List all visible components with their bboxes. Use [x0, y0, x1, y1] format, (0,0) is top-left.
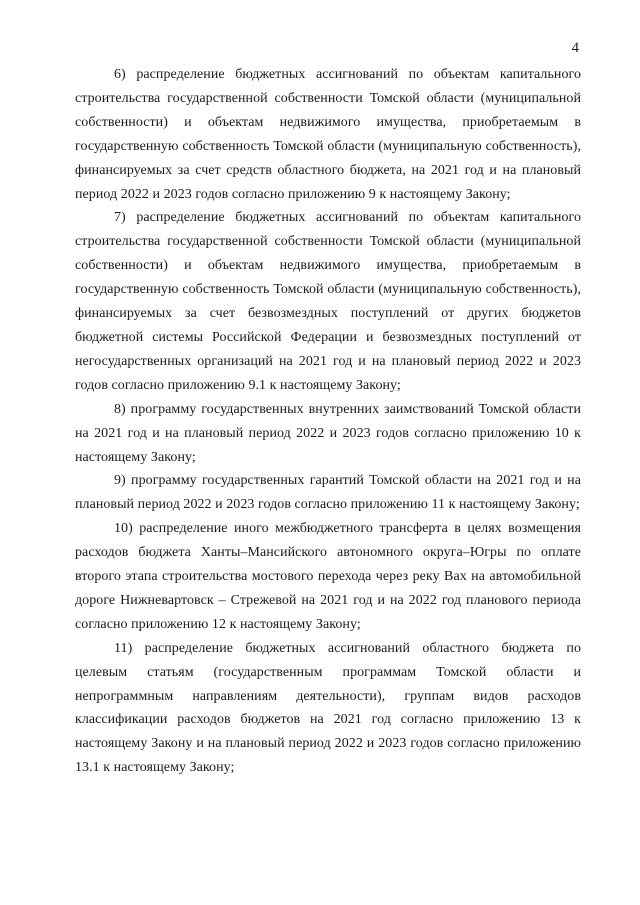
paragraph-item-11: 11) распределение бюджетных ассигнований областного бюджета по целевым статьям (государственным программам Томской области и непрограммным направлениям деятельности), группам видов расходов классификации расходов бюджетов на 2021 год согласно приложению 13 к настоящему Закону и на плановый период 2022 и 2023 годов согласно приложению 13.1 к настоящему Закону;	[75, 640, 581, 776]
paragraph-item-7: 7) распределение бюджетных ассигнований по объектам капитального строительства государственной собственности Томской области (муниципальной собственности) и объектам недвижимого имущества, приобретаемым в государственную собственность Томской области (муниципальную собственность), финансируемых за счет безвозмездных поступлений от других бюджетов бюджетной системы Российской Федерации и безвозмездных поступлений от негосударственных организаций на 2021 год и на плановый период 2022 и 2023 годов согласно приложению 9.1 к настоящему Закону;	[75, 210, 581, 393]
paragraph-item-6: 6) распределение бюджетных ассигнований по объектам капитального строительства государственной собственности Томской области (муниципальной собственности) и объектам недвижимого имущества, приобретаемым в государственную собственность Томской области (муниципальную собственность), финансируемых за счет средств областного бюджета, на 2021 год и на плановый период 2022 и 2023 годов согласно приложению 9 к настоящему Закону;	[75, 67, 581, 202]
page-number: 4	[571, 40, 579, 56]
paragraph-item-10: 10) распределение иного межбюджетного трансферта в целях возмещения расходов бюджета Ханты–Мансийского автономного округа–Югры по оплате второго этапа строительства мостового перехода через реку Вах на автомобильной дороге Нижневартовск – Стрежевой на 2021 год и на 2022 год планового периода согласно приложению 12 к настоящему Закону;	[75, 521, 581, 632]
paragraph-item-9: 9) программу государственных гарантий Томской области на 2021 год и на плановый период 2022 и 2023 годов согласно приложению 11 к настоящему Закону;	[75, 473, 581, 513]
paragraph-item-8: 8) программу государственных внутренних заимствований Томской области на 2021 год и на плановый период 2022 и 2023 годов согласно приложению 10 к настоящему Закону;	[75, 401, 581, 465]
document-body	[75, 63, 581, 780]
